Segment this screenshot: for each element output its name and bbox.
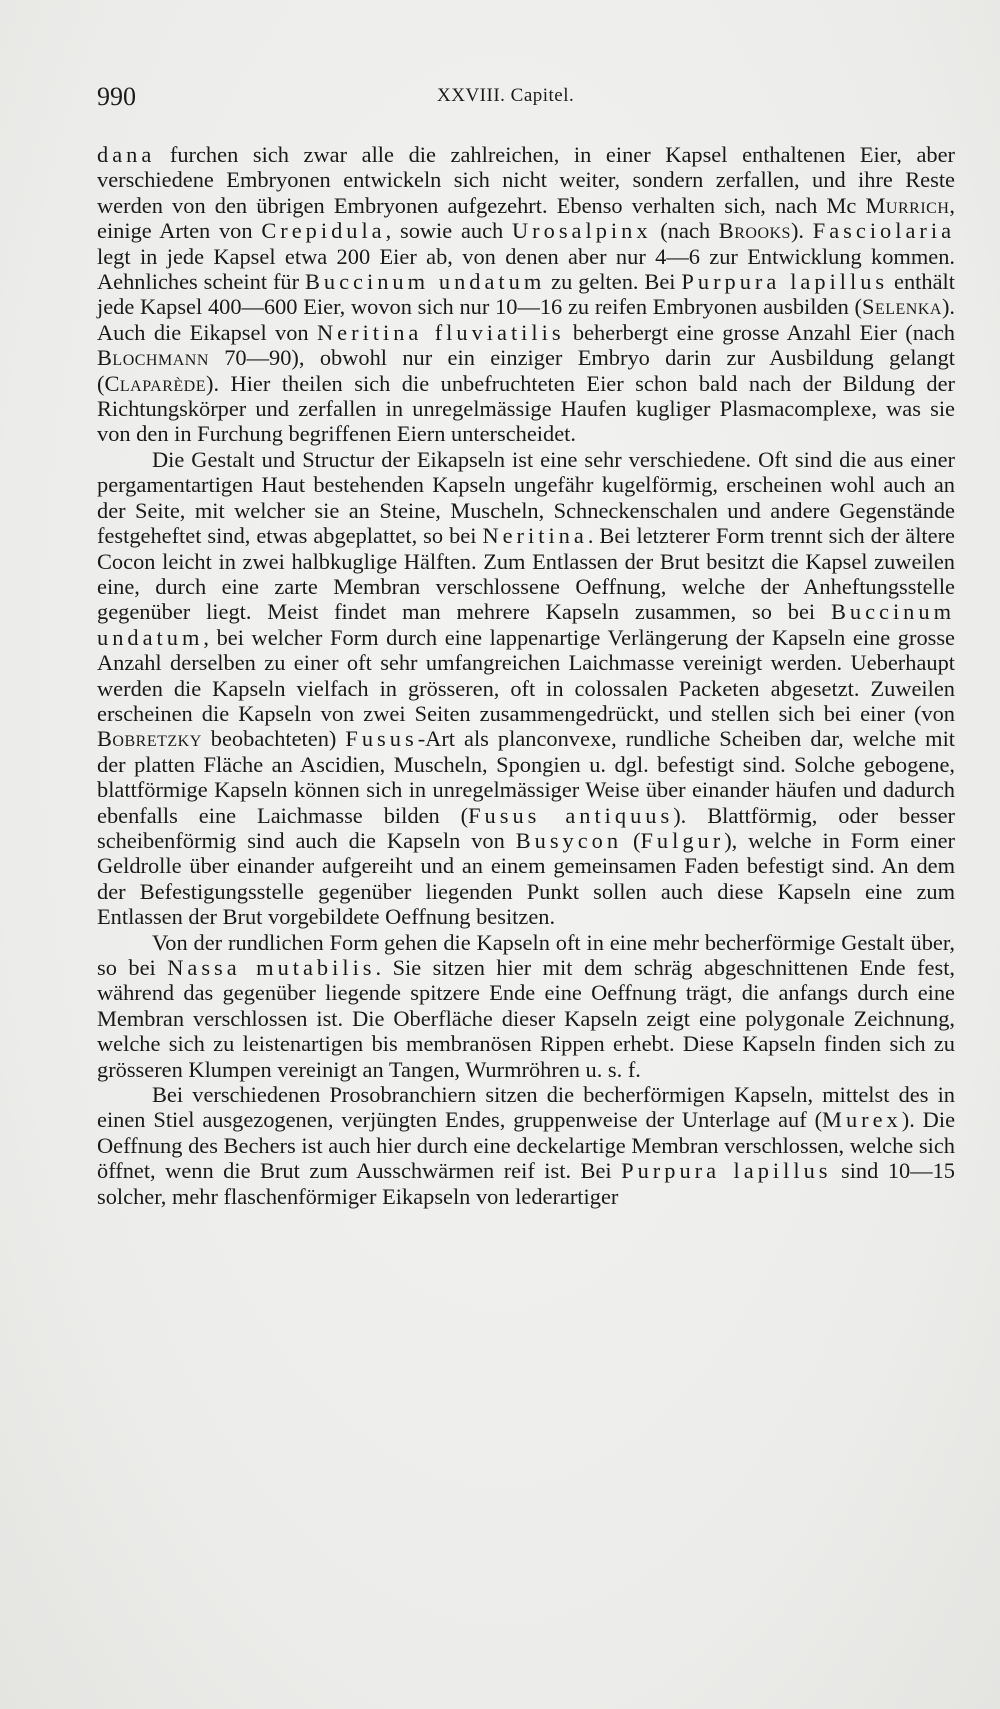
text-run: zu gelten. Bei: [545, 269, 682, 295]
spaced-name: Urosalpinx: [512, 218, 652, 244]
spaced-name: Fusus: [345, 726, 418, 752]
text-run: 70—90), obwohl nur ein einziger Embryo darin zur Ausbildung gelangt (: [97, 345, 955, 396]
text-run: ). Blattförmig, oder besser scheibenförmig sind auch die Kapseln von: [97, 802, 955, 853]
paragraph: [97, 1082, 955, 1209]
text-run: beobachteten): [201, 726, 346, 752]
text-run: furchen sich zwar alle die zahlreichen, in einer Kapsel enthaltenen Eier, aber verschiedene Embryonen entwickeln sich nicht weiter, sondern zerfallen, und ihre Reste werden von den übrigen Embryonen aufgezehrt. Ebenso verhalten sich, nach Mc: [97, 142, 955, 218]
author-name: Bobretzky: [97, 726, 202, 752]
spaced-name: Nassa mutabilis: [167, 955, 376, 980]
text-run: -Art als planconvexe, rundliche Scheiben dar, welche mit der platten Fläche an Ascidien, Muscheln, Spongien u. dgl. befestigt sind. Solche gebogene, blattförmige Kapseln können sich in unregelmässiger Weise über einander häufen und dadurch ebenfalls eine Laichmasse bilden (: [97, 726, 956, 828]
spaced-name: Murex: [822, 1107, 902, 1133]
spaced-name: Buccinum undatum: [304, 269, 546, 295]
text-run: ). Auch die Eikapsel von: [97, 294, 955, 345]
text-run: , sowie auch: [385, 218, 513, 244]
text-run: Bei verschiedenen Prosobranchiern sitzen die becherförmigen Kapseln, mittelst des in einen Stiel ausgezogenen, verjüngten Endes, gruppenweise der Unterlage auf (: [97, 1082, 955, 1133]
text-run: . Bei letzterer Form trennt sich der ältere Cocon leicht in zwei halbkuglige Hälften. Zum Entlassen der Brut besitzt die Kapsel zuweilen eine, durch eine zarte Membran verschlossene Oeffnung, welche der Anheftungsstelle gegenüber liegt. Meist findet man mehrere Kapseln zusammen, so bei: [97, 523, 955, 625]
text-run: Die Gestalt und Structur der Eikapseln ist eine sehr verschiedene. Oft sind die aus einer pergamentartigen Haut bestehenden Kapseln ungefähr kugelförmig, erscheinen wohl auch an der Seite, mit welcher sie an Steine, Muscheln, Schneckenschalen und andere Gegenstände festgeheftet sind, etwas abgeplattet, so bei: [97, 446, 955, 549]
spaced-name: Busycon: [515, 827, 623, 853]
page-number: 990: [97, 82, 136, 111]
text-run: (nach: [651, 218, 719, 244]
text-run: (: [622, 827, 641, 853]
text-run: , einige Arten von: [97, 192, 955, 244]
text-run: ). Hier theilen sich die unbefruchteten Eier schon bald nach der Bildung der Richtungskörper und zerfallen in unregelmässige Haufen kugliger Plasmacomplexe, was sie von den in Furchung begriffenen Eiern unterscheidet.: [97, 370, 955, 447]
text-run: ).: [790, 218, 813, 244]
spaced-name: Purpura lapillus: [621, 1158, 832, 1184]
paragraph: [97, 142, 955, 447]
text-run: beherbergt eine grosse Anzahl Eier (nach: [564, 319, 955, 345]
author-name: Blochmann: [97, 345, 209, 371]
spaced-name: Neritina fluviatilis: [317, 319, 565, 345]
text-run: sind 10—15 solcher, mehr flaschenförmiger Eikapseln von lederartiger: [97, 1158, 955, 1209]
spaced-name: dana: [97, 142, 156, 167]
spaced-name: Fusus antiquus: [468, 802, 674, 828]
spaced-name: Fulgur: [640, 827, 725, 853]
body-text: [97, 142, 955, 1209]
spaced-name: Neritina: [482, 523, 588, 549]
text-run: . Sie sitzen hier mit dem schräg abgeschnittenen Ende fest, während das gegenüber liegende spitzere Ende eine Oeffnung trägt, die anfangs durch eine Membran verschlossen ist. Die Oberfläche dieser Kapseln zeigt eine polygonale Zeichnung, welche sich zu leistenartigen bis membranösen Rippen erhebt. Diese Kapseln finden sich zu grösseren Klumpen vereinigt an Tangen, Wurmröhren u. s. f.: [97, 955, 956, 1082]
spaced-name: Purpura lapillus: [681, 269, 889, 295]
text-run: ). Die Oeffnung des Bechers ist auch hier durch eine deckelartige Membran verschlossen, welche sich öffnet, wenn die Brut zum Ausschwärmen reif ist. Bei: [97, 1107, 956, 1184]
author-name: Selenka: [862, 294, 942, 320]
spaced-name: Buccinum undatum: [97, 599, 955, 650]
text-run: legt in jede Kapsel etwa 200 Eier ab, von denen aber nur 4—6 zur Entwicklung kommen. Aehnliches scheint für: [97, 243, 955, 295]
chapter-title: XXVIII. Capitel.: [437, 85, 575, 106]
text-run: Von der rundlichen Form gehen die Kapseln oft in eine mehr becherförmige Gestalt über, so bei: [97, 929, 955, 980]
text-run: enthält jede Kapsel 400—600 Eier, wovon sich nur 10—16 zu reifen Embryonen ausbilden (: [97, 269, 955, 320]
text-run: , bei welcher Form durch eine lappenartige Verlängerung der Kapseln eine grosse Anzahl derselben zu einer oft sehr umfangreichen Laichmasse vereinigt werden. Ueberhaupt werden die Kapseln vielfach in grösseren, oft in colossalen Packeten abgesetzt. Zuweilen erscheinen die Kapseln von zwei Seiten zusammengedrückt, und stellen sich bei einer (von: [97, 624, 955, 726]
spaced-name: Fasciolaria: [812, 218, 956, 244]
paragraph: [97, 447, 955, 930]
paragraph: [97, 930, 955, 1082]
text-run: ), welche in Form einer Geldrolle über einander aufgereiht und an einem gemeinsamen Faden befestigt sind. An dem der Befestigungsstelle gegenüber liegenden Punkt sollen auch diese Kapseln eine zum Entlassen der Brut vorgebildete Oeffnung besitzen.: [97, 827, 956, 930]
author-name: Claparède: [104, 370, 206, 396]
author-name: Murrich: [865, 192, 950, 218]
author-name: Brooks: [718, 218, 791, 244]
spaced-name: Crepidula: [261, 218, 386, 244]
running-head: [97, 82, 957, 116]
